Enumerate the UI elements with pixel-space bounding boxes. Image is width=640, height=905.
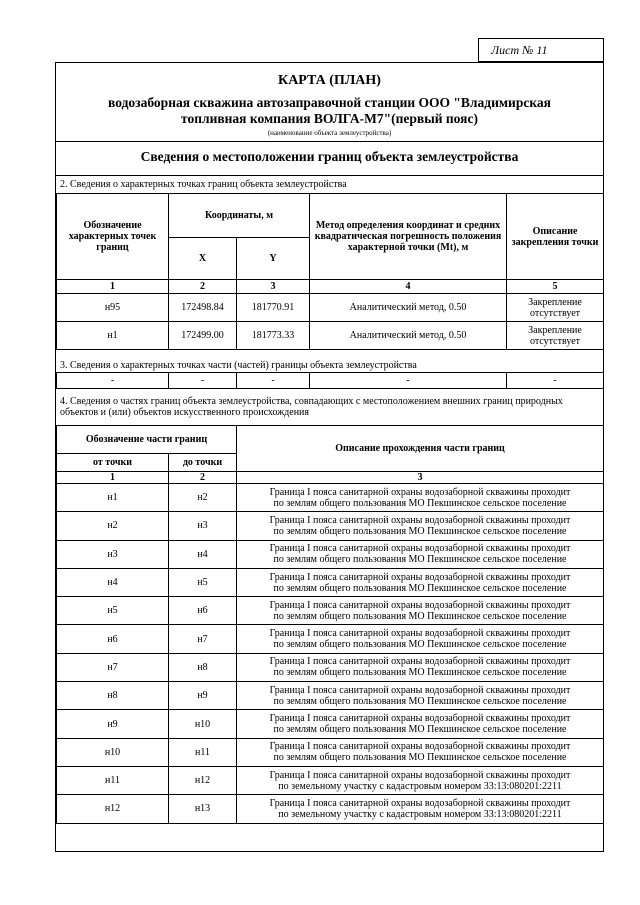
document-frame (55, 62, 604, 852)
from-point-cell: н6 (57, 625, 169, 653)
boundary-description-cell (237, 568, 604, 596)
dash-cell: - (57, 373, 169, 389)
from-point-cell: н12 (57, 795, 169, 823)
to-point-cell: н13 (169, 795, 237, 823)
description-line-2: по землям общего пользования МО Пекшинское сельское поселение (273, 582, 567, 594)
from-point-cell: н8 (57, 682, 169, 710)
description-line-1: Граница I пояса санитарной охраны водозаборной скважины проходит (269, 769, 571, 781)
from-point-cell: н10 (57, 738, 169, 766)
object-name-caption: (наименование объекта землеустройства) (267, 129, 392, 137)
to-point-cell: н9 (169, 682, 237, 710)
y-cell: 181770.91 (237, 294, 310, 322)
boundary-description-cell (237, 653, 604, 681)
sheet-number: Лист № 11 (478, 38, 604, 62)
dash-cell: - (237, 373, 310, 389)
col-num: 5 (507, 280, 604, 294)
col-num: 3 (237, 472, 604, 484)
dash-cell: - (169, 373, 237, 389)
method-cell: Аналитический метод, 0.50 (310, 294, 507, 322)
col-method-header: Метод определения координат и средних квадратическая погрешность положения характерной точки (Mt), м (310, 194, 507, 280)
col-y-header: Y (237, 238, 310, 280)
table-row (57, 512, 604, 540)
table-row (57, 294, 604, 322)
col-desc-header: Описание прохождения части границ (237, 426, 604, 472)
boundary-description-cell (237, 738, 604, 766)
col-fix-header: Описание закрепления точки (507, 194, 604, 280)
col-point-header: Обозначение характерных точек границ (57, 194, 169, 280)
col-num: 4 (310, 280, 507, 294)
description-line-1: Граница I пояса санитарной охраны водозаборной скважины проходит (269, 713, 571, 725)
section-title: Сведения о местоположении границ объекта землеустройства (140, 149, 519, 164)
table-row (57, 795, 604, 823)
col-num: 2 (169, 472, 237, 484)
divider (56, 175, 603, 176)
to-point-cell: н10 (169, 710, 237, 738)
boundary-description-cell (237, 625, 604, 653)
boundary-description-cell (237, 484, 604, 512)
from-point-cell: н3 (57, 540, 169, 568)
description-line-2: по землям общего пользования МО Пекшинское сельское поселение (273, 497, 567, 509)
point-cell: н1 (57, 322, 169, 350)
doc-subtitle (56, 95, 603, 127)
description-line-1: Граница I пояса санитарной охраны водозаборной скважины проходит (269, 543, 571, 555)
description-line-2: по землям общего пользования МО Пекшинское сельское поселение (273, 639, 567, 651)
divider (56, 141, 603, 142)
boundary-description-cell (237, 512, 604, 540)
description-line-2: по земельному участку с кадастровым номером 33:13:080201:2211 (278, 808, 562, 820)
table-row (57, 710, 604, 738)
from-point-cell: н2 (57, 512, 169, 540)
table-row (57, 625, 604, 653)
description-line-2: по землям общего пользования МО Пекшинское сельское поселение (273, 752, 567, 764)
col-coords-header: Координаты, м (169, 194, 310, 238)
to-point-cell: н2 (169, 484, 237, 512)
col-from-header: от точки (57, 454, 169, 472)
from-point-cell: н1 (57, 484, 169, 512)
boundary-description-cell (237, 766, 604, 794)
description-line-2: по землям общего пользования МО Пекшинское сельское поселение (273, 525, 567, 537)
boundary-description-cell (237, 710, 604, 738)
description-line-1: Граница I пояса санитарной охраны водозаборной скважины проходит (269, 741, 571, 753)
section-3-caption: 3. Сведения о характерных точках части (частей) границы объекта землеустройства (60, 360, 417, 371)
boundary-description-cell (237, 795, 604, 823)
col-num: 3 (237, 280, 310, 294)
description-line-2: по землям общего пользования МО Пекшинское сельское поселение (273, 724, 567, 736)
description-line-1: Граница I пояса санитарной охраны водозаборной скважины проходит (269, 571, 571, 583)
to-point-cell: н3 (169, 512, 237, 540)
doc-title: КАРТА (ПЛАН) (278, 73, 381, 88)
to-point-cell: н8 (169, 653, 237, 681)
description-line-1: Граница I пояса санитарной охраны водозаборной скважины проходит (269, 684, 571, 696)
part-points-table (56, 372, 604, 389)
boundary-description-cell (237, 597, 604, 625)
points-table (56, 193, 604, 350)
table-row (57, 373, 604, 389)
fix-cell: Закрепление отсутствует (507, 322, 604, 350)
description-line-1: Граница I пояса санитарной охраны водозаборной скважины проходит (269, 486, 571, 498)
x-cell: 172499.00 (169, 322, 237, 350)
description-line-2: по землям общего пользования МО Пекшинское сельское поселение (273, 610, 567, 622)
subtitle-line-2: топливная компания ВОЛГА-М7"(первый пояс) (181, 111, 478, 126)
boundary-description-cell (237, 682, 604, 710)
method-cell: Аналитический метод, 0.50 (310, 322, 507, 350)
from-point-cell: н11 (57, 766, 169, 794)
description-line-2: по земельному участку с кадастровым номером 33:13:080201:2211 (278, 780, 562, 792)
description-line-1: Граница I пояса санитарной охраны водозаборной скважины проходит (269, 797, 571, 809)
description-line-2: по землям общего пользования МО Пекшинское сельское поселение (273, 667, 567, 679)
subtitle-line-1: водозаборная скважина автозаправочной станции ООО "Владимирская (108, 95, 551, 110)
to-point-cell: н7 (169, 625, 237, 653)
col-num: 1 (57, 472, 169, 484)
from-point-cell: н7 (57, 653, 169, 681)
table-row (57, 766, 604, 794)
table-row (57, 653, 604, 681)
table-row (57, 540, 604, 568)
col-num: 1 (57, 280, 169, 294)
to-point-cell: н5 (169, 568, 237, 596)
col-to-header: до точки (169, 454, 237, 472)
description-line-2: по землям общего пользования МО Пекшинское сельское поселение (273, 554, 567, 566)
section-2-caption: 2. Сведения о характерных точках границ объекта землеустройства (60, 179, 347, 190)
from-point-cell: н4 (57, 568, 169, 596)
dash-cell: - (310, 373, 507, 389)
table-row (57, 568, 604, 596)
to-point-cell: н12 (169, 766, 237, 794)
col-parts-header: Обозначение части границ (57, 426, 237, 454)
table-row (57, 738, 604, 766)
x-cell: 172498.84 (169, 294, 237, 322)
to-point-cell: н4 (169, 540, 237, 568)
col-x-header: X (169, 238, 237, 280)
fix-cell: Закрепление отсутствует (507, 294, 604, 322)
dash-cell: - (507, 373, 604, 389)
description-line-1: Граница I пояса санитарной охраны водозаборной скважины проходит (269, 599, 571, 611)
table-row (57, 322, 604, 350)
to-point-cell: н6 (169, 597, 237, 625)
section-4-caption: 4. Сведения о частях границ объекта землеустройства, совпадающих с местоположением внешних границ природных объектов и (или) объектов искусственного происхождения (60, 396, 563, 418)
description-line-1: Граница I пояса санитарной охраны водозаборной скважины проходит (269, 628, 571, 640)
y-cell: 181773.33 (237, 322, 310, 350)
col-num: 2 (169, 280, 237, 294)
table-row (57, 597, 604, 625)
boundary-description-cell (237, 540, 604, 568)
description-line-2: по землям общего пользования МО Пекшинское сельское поселение (273, 695, 567, 707)
table-row (57, 682, 604, 710)
description-line-1: Граница I пояса санитарной охраны водозаборной скважины проходит (269, 656, 571, 668)
from-point-cell: н5 (57, 597, 169, 625)
to-point-cell: н11 (169, 738, 237, 766)
boundary-parts-table (56, 425, 604, 824)
table-row (57, 484, 604, 512)
from-point-cell: н9 (57, 710, 169, 738)
description-line-1: Граница I пояса санитарной охраны водозаборной скважины проходит (269, 514, 571, 526)
point-cell: н95 (57, 294, 169, 322)
